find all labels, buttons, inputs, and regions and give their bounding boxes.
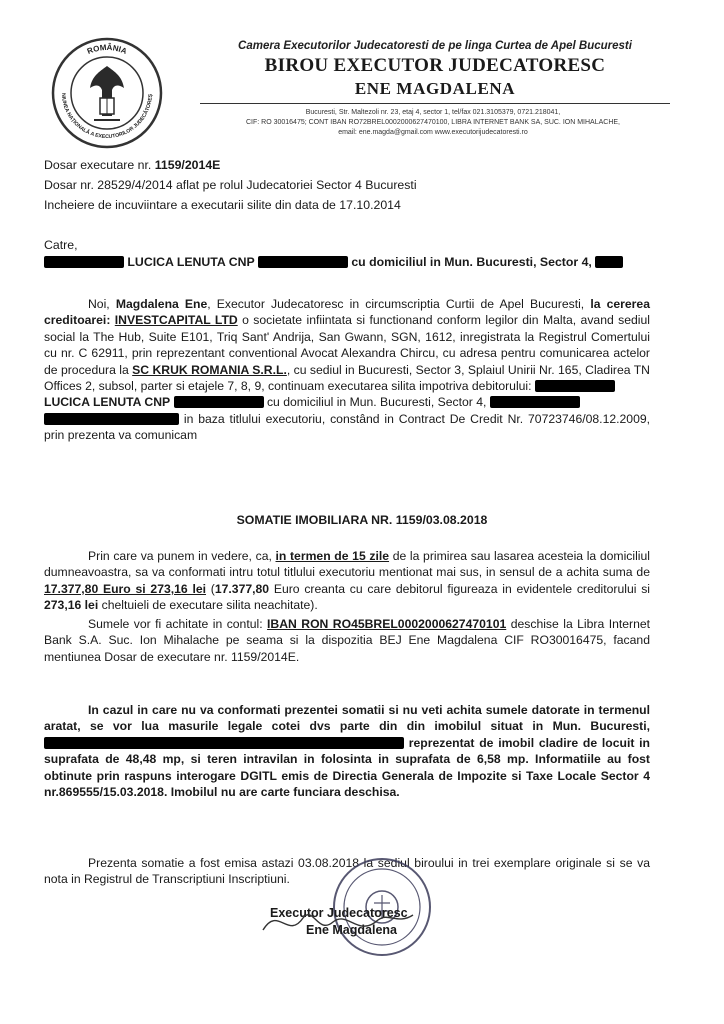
redaction-bar bbox=[595, 256, 623, 268]
svg-text:UNIUNEA NAȚIONALĂ A EXECUTORIL: NIUNEA NAȚIONALĂ A EXECUTORILOR JUDECĂTOREȘ bbox=[59, 92, 155, 141]
address-line-2: CIF: RO 30016475; CONT IBAN RO72BREL0002000627470100, LIBRA INTERNET BANK SA, SUC. ION MIHALACHE, bbox=[245, 119, 620, 126]
summons-paragraph: Prin care va punem in vedere, ca, in termen de 15 zile de la primirea sau lasarea acesteia la domiciliul dumneavoastra, sa va conformati intru totul titlului executoriu mentionat mai sus, in sensul de a achita suma de 17.377,80 Euro si 273,16 lei (17.377,80 Euro creanta cu care debitorul figureaza in evidentele creditorului si 273,16 lei cheltuieli de executare silita neachitate). bbox=[44, 549, 651, 613]
redaction-bar bbox=[44, 737, 404, 749]
address-line-1: Bucuresti, Str. Maltezoli nr. 23, etaj 4, sector 1, tel/fax 021.3105379, 0721.218041, bbox=[305, 109, 561, 116]
svg-text:ROMÂNIA: ROMÂNIA bbox=[85, 42, 129, 56]
address-line-3: email: ene.magda@gmail.com www.executorijudecatoresti.ro bbox=[338, 129, 528, 136]
file-number-line: Dosar executare nr. 1159/2014E bbox=[44, 158, 221, 172]
document-title: SOMATIE IMOBILIARA NR. 1159/03.08.2018 bbox=[236, 513, 488, 527]
redaction-bar bbox=[174, 396, 264, 408]
introduction-paragraph: Noi, Magdalena Ene, Executor Judecatoresc in circumscriptia Curtii de Apel Bucuresti, la cererea creditoarei: INVESTCAPITAL LTD o societate infiintata si functionand conform legilor din Malta, avand sediul social la The Hub, Suite E101, Triq Sant' Andrija, San Gwann, SGN, 1612, inregistrata la Registrul Comertului cu nr. C 62911, prin reprezentant conventional Avocat Alexandra Chircu, cu adresa pentru comunicarea actelor de procedura la SC KRUK ROMANIA S.R.L., cu sediul in Bucuresti, Sector 3, Splaiul Unirii Nr. 165, Cladirea TN Offices 2, subsol, parter si etajele 7, 8, 9, continuam executarea silita impotriva debitorului: LUCICA LENUTA CNP cu domiciliul in Mun. Bucuresti, Sector 4, in baza titlului executoriu, constând in Contract De Credit Nr. 70723746/08.12.2009, prin prezenta va comunicam bbox=[44, 297, 651, 443]
recipient-line: LUCICA LENUTA CNP cu domiciliul in Mun. Bucuresti, Sector 4, bbox=[44, 255, 623, 269]
case-number-line: Dosar nr. 28529/4/2014 aflat pe rolul Judecatoriei Sector 4 Bucuresti bbox=[44, 178, 417, 192]
chamber-title: Camera Executorilor Judecatoresti de pe linga Curtea de Apel Bucuresti bbox=[238, 40, 632, 52]
redaction-bar bbox=[535, 380, 615, 392]
header-divider bbox=[200, 103, 670, 104]
closing-paragraph: Prezenta somatie a fost emisa astazi 03.08.2018 la sediul biroului in trei exemplare originale si se va nota in Registrul de Transcriptiuni Inscriptiuni. bbox=[44, 856, 650, 887]
redaction-bar bbox=[490, 396, 580, 408]
warning-paragraph: In cazul in care nu va conformati prezentei somatii si nu veti achita sumele datorate in termenul aratat, se vor lua masurile legale cotei dvs parte din din imobilul situat in Mun. Bucuresti, reprezentat de imobil cladire de locuit in suprafata de 48,48 mp, si teren intravilan in folosinta in suprafata de 6,58 mp. Informatiile au fost obtinute prin raspuns interogare DGITL emis de Directia Generala de Impozite si Taxe Locale Sector 4 nr.869555/15.03.2018. Imobilul nu are carte funciara deschisa. bbox=[44, 703, 650, 800]
handwritten-signature bbox=[258, 900, 418, 945]
approval-line: Incheiere de incuviintare a executarii silite din data de 17.10.2014 bbox=[44, 198, 401, 212]
redaction-bar bbox=[44, 413, 179, 425]
office-title: BIROU EXECUTOR JUDECATORESC bbox=[264, 55, 606, 76]
signature-role: Executor Judecatoresc bbox=[270, 906, 408, 920]
signature-name: Ene Magdalena bbox=[306, 923, 397, 937]
recipient-label: Catre, bbox=[44, 238, 78, 252]
redaction-bar bbox=[258, 256, 348, 268]
executor-name: ENE MAGDALENA bbox=[354, 79, 516, 98]
romania-seal-logo bbox=[50, 36, 164, 150]
payment-paragraph: Sumele vor fi achitate in contul: IBAN RON RO45BREL0002000627470101 deschise la Libra Internet Bank S.A. Suc. Ion Mihalache pe seama si la dispozitia BEJ Ene Magdalena CIF RO30016475, facand mentiunea Dosar de executare nr. 1159/2014E. bbox=[44, 617, 651, 664]
redaction-bar bbox=[44, 256, 124, 268]
